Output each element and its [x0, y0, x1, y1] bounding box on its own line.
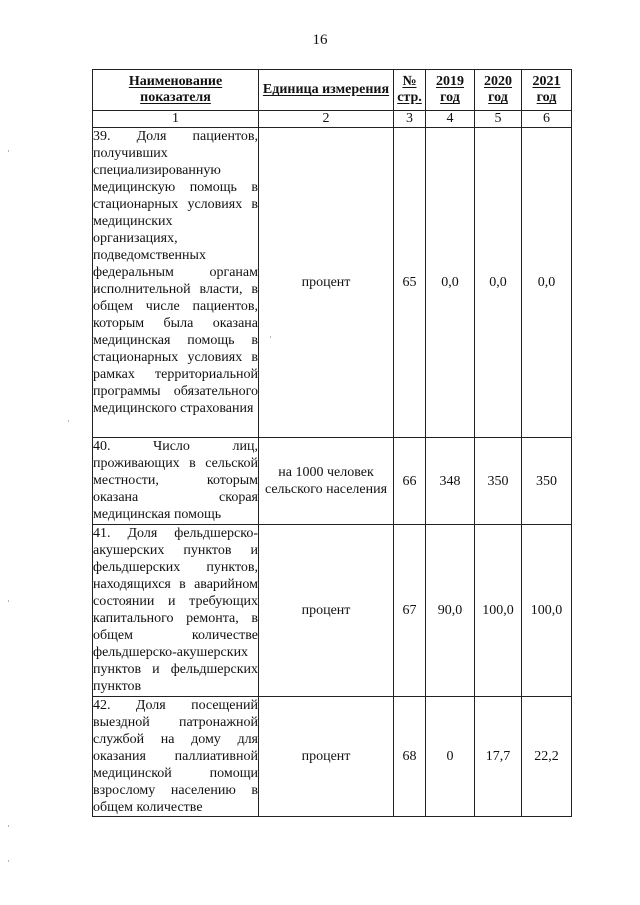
scan-speck	[8, 860, 9, 862]
line-number-cell: 68	[394, 697, 426, 817]
table-row	[93, 438, 572, 525]
line-number-cell: 66	[394, 438, 426, 525]
table-row	[93, 525, 572, 697]
value-2020-cell: 350	[475, 438, 522, 525]
value-2019-cell: 348	[426, 438, 475, 525]
indicator-name: 40. Число лиц, проживающих в сельской местности, которым оказана скорая медицинская помощь	[93, 438, 259, 525]
header-line-number: № стр.	[394, 70, 426, 111]
column-number: 3	[394, 111, 426, 128]
unit-cell: процент	[259, 128, 394, 438]
indicator-name: 39. Доля пациентов, получивших специализированную медицинскую помощь в стационарных условиях в медицинских организациях, подведомственных федеральным органам исполнительной власти, в общем числе пациентов, которым была оказана медицинская помощь в стационарных условиях в рамках территориальной программы обязательного медицинского страхования	[93, 128, 259, 438]
column-number: 2	[259, 111, 394, 128]
scan-speck	[68, 420, 69, 422]
line-number-cell: 67	[394, 525, 426, 697]
header-unit: Единица измерения	[259, 70, 394, 111]
scan-speck	[8, 600, 9, 602]
value-2021-cell: 22,2	[522, 697, 572, 817]
scan-speck	[8, 150, 9, 152]
header-indicator-name: Наименование показателя	[93, 70, 259, 111]
header-year-2020: 2020 год	[475, 70, 522, 111]
value-2019-cell: 0,0	[426, 128, 475, 438]
value-2021-cell: 350	[522, 438, 572, 525]
header-year-2019: 2019 год	[426, 70, 475, 111]
table-row	[93, 128, 572, 438]
value-2020-cell: 17,7	[475, 697, 522, 817]
page-number: 16	[312, 32, 328, 48]
header-year-2021: 2021 год	[522, 70, 572, 111]
value-2021-cell: 0,0	[522, 128, 572, 438]
scan-speck	[270, 336, 271, 338]
column-number: 6	[522, 111, 572, 128]
indicator-name: 42. Доля посещений выездной патронажной службой на дому для оказания паллиативной медицинской помощи взрослому населению в общем количестве	[93, 698, 258, 815]
unit-cell: на 1000 человек сельского населения	[259, 438, 394, 525]
table-row	[93, 697, 572, 817]
value-2021-cell: 100,0	[522, 525, 572, 697]
line-number-cell: 65	[394, 128, 426, 438]
value-2019-cell: 90,0	[426, 525, 475, 697]
scan-speck	[8, 825, 9, 827]
unit-cell: процент	[259, 525, 394, 697]
column-number: 1	[93, 111, 259, 128]
column-number-row	[93, 111, 572, 128]
indicator-name: 41. Доля фельдшерско-акушерских пунктов и фельдшерских пунктов, находящихся в аварийном состоянии и требующих капитального ремонта, в общем количестве фельдшерско-акушерских пунктов и фельдшерских пунктов	[93, 525, 259, 697]
unit-cell: процент	[259, 697, 394, 817]
header-row	[93, 70, 572, 111]
indicators-table	[92, 69, 572, 817]
value-2020-cell: 100,0	[475, 525, 522, 697]
column-number: 4	[426, 111, 475, 128]
value-2020-cell: 0,0	[475, 128, 522, 438]
column-number: 5	[475, 111, 522, 128]
value-2019-cell: 0	[426, 697, 475, 817]
